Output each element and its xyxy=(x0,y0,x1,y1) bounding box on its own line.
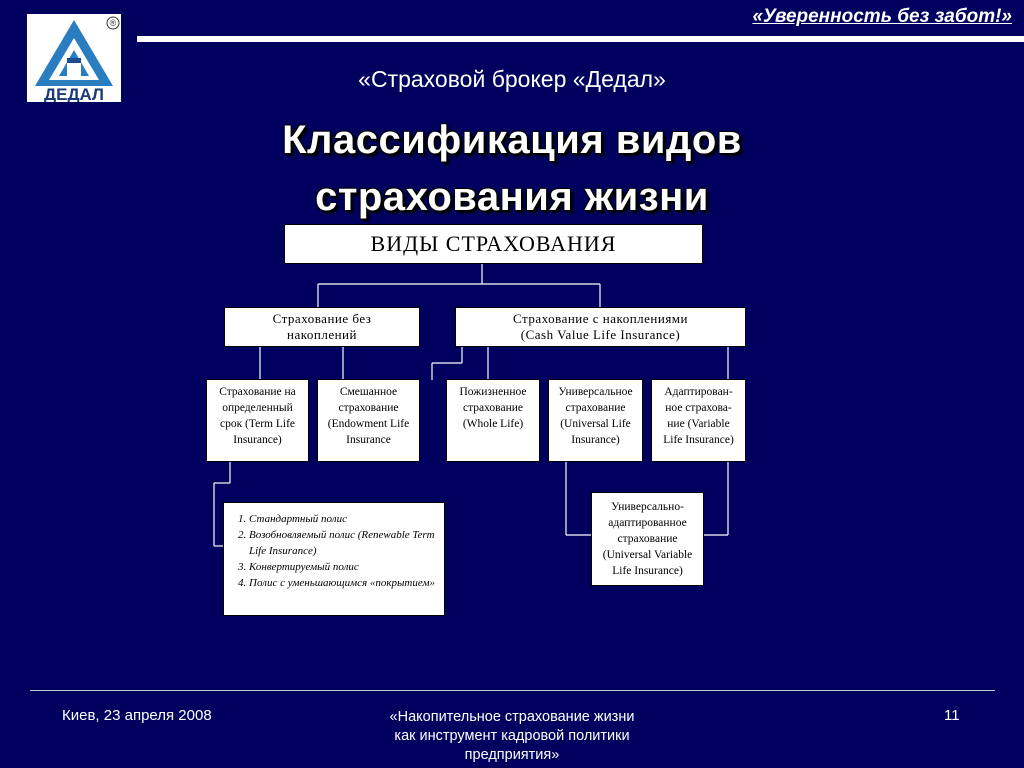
branch-with-savings xyxy=(455,307,746,347)
footer-title-line-2: как инструмент кадровой политики xyxy=(394,728,630,744)
policy-item: 4. Полис с уменьшающимся «покрытием» xyxy=(249,575,438,591)
policy-item: 2. Возобновляемый полис (Renewable Term Life Insurance) xyxy=(249,527,438,559)
branch-no-savings-line-1: Страхование без xyxy=(272,311,372,326)
footer-title-line-3: предприятия» xyxy=(464,747,560,763)
branch-with-savings-line-2: (Cash Value Life Insurance) xyxy=(520,327,681,342)
policy-item: 1. Стандартный полис xyxy=(249,511,438,527)
leaf-line: страхование xyxy=(565,402,626,414)
leaf-line: срок (Term Life xyxy=(219,418,296,430)
leaf-line: Life Insurance) xyxy=(612,565,683,577)
policy-item: 3. Конвертируемый полис xyxy=(249,559,438,575)
footer-divider xyxy=(30,690,995,691)
leaf-endowment xyxy=(317,379,420,462)
branch-no-savings-line-2: накоплений xyxy=(287,327,357,342)
leaf-universal-variable-life xyxy=(591,492,704,586)
leaf-line: ние (Variable xyxy=(667,418,730,430)
leaf-line: ное страхова- xyxy=(665,402,732,414)
leaf-line: Страхование на xyxy=(219,386,296,398)
leaf-line: Life Insurance) xyxy=(663,434,734,446)
leaf-universal-life xyxy=(548,379,643,462)
leaf-line: Смешанное xyxy=(339,386,398,398)
slide-title-line-1: Классификация видов xyxy=(282,118,742,162)
leaf-line: определенный xyxy=(222,402,293,414)
leaf-line: страхование xyxy=(617,533,678,545)
leaf-line: адаптированное xyxy=(608,517,687,529)
footer-presentation-title xyxy=(312,708,712,765)
leaf-line: Пожизненное xyxy=(459,386,527,398)
leaf-line: (Whole Life) xyxy=(462,418,524,430)
term-policy-list xyxy=(223,502,445,616)
root-box: ВИДЫ СТРАХОВАНИЯ xyxy=(284,224,703,264)
leaf-variable-life xyxy=(651,379,746,462)
company-name: «Страховой брокер «Дедал» xyxy=(358,66,666,92)
leaf-line: Insurance xyxy=(346,434,391,446)
leaf-line: страхование xyxy=(338,402,399,414)
slogan: «Уверенность без забот!» xyxy=(752,6,1012,27)
leaf-line: Адаптирован- xyxy=(664,386,733,398)
leaf-line: Insurance) xyxy=(233,434,282,446)
logo-wordmark: ДЕДАЛ xyxy=(44,85,104,102)
leaf-line: (Endowment Life xyxy=(327,418,410,430)
leaf-whole-life xyxy=(446,379,540,462)
leaf-line: Универсально- xyxy=(611,501,684,513)
slide-title-line-2: страхования жизни xyxy=(315,175,709,219)
branch-with-savings-line-1: Страхование с накоплениями xyxy=(513,311,688,326)
branch-no-savings xyxy=(224,307,420,347)
leaf-term-life xyxy=(206,379,309,462)
leaf-line: (Universal Variable xyxy=(602,549,693,561)
leaf-line: Универсальное xyxy=(558,386,633,398)
leaf-line: (Universal Life xyxy=(560,418,631,430)
leaf-line: страхование xyxy=(463,402,523,414)
footer-date: Киев, 23 апреля 2008 xyxy=(62,707,212,724)
registered-mark: ® xyxy=(109,18,117,28)
page-number: 11 xyxy=(944,707,960,724)
leaf-line: Insurance) xyxy=(571,434,620,446)
footer-title-line-1: «Накопительное страхование жизни xyxy=(389,709,635,725)
